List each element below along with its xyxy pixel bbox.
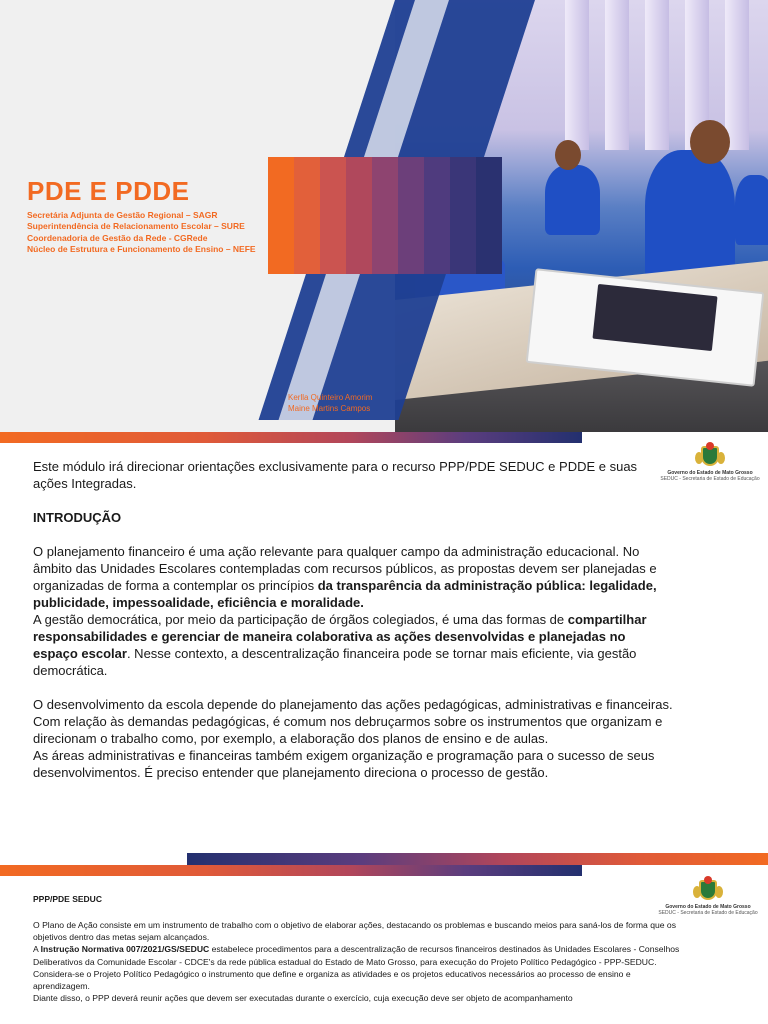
author-name: Kerlla Quinteiro Amorim: [288, 393, 373, 402]
paragraph: O Plano de Ação consiste em um instrumento de trabalho com o objetivo de elaborar ações, destacando os problemas e buscando meios para saná-los de forma que os objetivos dentro das metas sejam alcançados.: [33, 920, 676, 943]
curtain: [645, 0, 669, 150]
paragraph: O desenvolvimento da escola depende do planejamento das ações pedagógicas, administrativas e financeiras. Com relação às demandas pedagógicas, é comum nos debruçarmos sobre os instrumentos que organizam e direcionam o trabalho como, por exemplo, a elaboração dos planos de ensino e de aulas.: [33, 697, 673, 746]
color-stripe: [346, 157, 372, 274]
cover-subtitles: [27, 210, 256, 255]
seduc-logo: [650, 876, 766, 916]
text-run: A: [33, 944, 41, 955]
paragraph: [33, 943, 688, 967]
author-name: Maine Martins Campos: [288, 404, 371, 413]
student: [735, 175, 768, 245]
crest-star: [706, 442, 714, 450]
color-stripe: [424, 157, 450, 274]
text-run: A gestão democrática, por meio da participação de órgãos colegiados, é uma das formas de: [33, 612, 568, 627]
mato-grosso-crest-icon: [695, 442, 725, 470]
color-stripe: [450, 157, 476, 274]
authors: [288, 392, 372, 414]
color-stripe: [476, 157, 502, 274]
slide3-body: [33, 919, 688, 1004]
paragraph: Diante disso, o PPP deverá reunir ações que devem ser executadas durante o exercício, cuja execução deve ser objeto de acompanhamento: [33, 993, 573, 1004]
subtitle-line: Núcleo de Estrutura e Funcionamento de Ensino – NEFE: [27, 243, 256, 254]
paragraph: [33, 611, 673, 679]
slide2-body: [33, 458, 673, 781]
color-stripe: [294, 157, 320, 274]
subtitle-line: Superintendência de Relacionamento Escolar – SURE: [27, 221, 245, 232]
logo-line1: Governo do Estado de Mato Grosso: [667, 470, 753, 476]
mato-grosso-crest-icon: [693, 876, 723, 904]
crest-star: [704, 876, 712, 884]
text-run: estabelece procedimentos para a descentralização de recursos financeiros destinados às Unidades Escolares - Conselhos Deliberativos da Comunidade Escolar - CDCE's da rede pública estadual do Estado de Mato Grosso, para execução do Projeto Político Pedagógico - PPP-SEDUC.: [33, 944, 680, 967]
cover-slide: [0, 0, 768, 432]
text-run: O planejamento financeiro é uma ação relevante para qualquer campo da administração educacional. No âmbito das Unidades Escolares contempladas com recursos públicos, as propostas devem ser planejadas e organizadas de forma a contemplar os princípios: [33, 544, 657, 593]
student-head: [555, 140, 581, 170]
paragraph: Considera-se o Projeto Político Pedagógico o instrumento que define e organiza as atividades e os projetos educativos necessários ao processo de ensino e aprendizagem.: [33, 968, 631, 992]
gradient-divider-bar: [0, 432, 582, 443]
logo-line2: SEDUC - Secretaria de Estado de Educação: [660, 476, 760, 482]
gradient-divider-bar: [0, 865, 582, 876]
bold-run: Instrução Normativa 007/2021/GS/SEDUC: [40, 944, 210, 955]
student: [545, 165, 600, 235]
curtain: [565, 0, 589, 150]
subtitle-line: Coordenadoria de Gestão da Rede - CGRede: [27, 232, 208, 243]
student-head: [690, 120, 730, 164]
color-stripe: [398, 157, 424, 274]
gradient-divider-bar: [187, 853, 768, 865]
curtain: [605, 0, 629, 150]
subtitle-line: Secretária Adjunta de Gestão Regional – SAGR: [27, 210, 218, 220]
text-run: . Nesse contexto, a descentralização financeira pode se tornar mais eficiente, via gestão democrática.: [33, 646, 637, 678]
logo-line2: SEDUC - Secretaria de Estado de Educação: [658, 910, 758, 916]
paragraph: As áreas administrativas e financeiras também exigem organização e programação para o sucesso de seus desenvolvimentos. É preciso entender que planejamento direciona o processo de gestão.: [33, 748, 655, 780]
color-stripes: [268, 157, 502, 274]
bold-run: da transparência da administração pública: legalidade, publicidade, impessoalidade, eficiência e moralidade.: [33, 578, 657, 610]
logo-line1: Governo do Estado de Mato Grosso: [665, 904, 751, 910]
curtain: [725, 0, 749, 150]
color-stripe: [372, 157, 398, 274]
slide3-title: PPP/PDE SEDUC: [33, 894, 102, 904]
bold-run: compartilhar responsabilidades e gerenciar de maneira colaborativa as ações desenvolvidas e planejadas no espaço escolar: [33, 612, 647, 661]
section-heading: INTRODUÇÃO: [33, 510, 122, 525]
paragraph: [33, 543, 673, 611]
color-stripe: [320, 157, 346, 274]
color-stripe: [268, 157, 294, 274]
intro-text: Este módulo irá direcionar orientações exclusivamente para o recurso PPP/PDE SEDUC e PDDE e suas ações Integradas.: [33, 459, 638, 491]
cover-title: PDE E PDDE: [27, 176, 190, 206]
